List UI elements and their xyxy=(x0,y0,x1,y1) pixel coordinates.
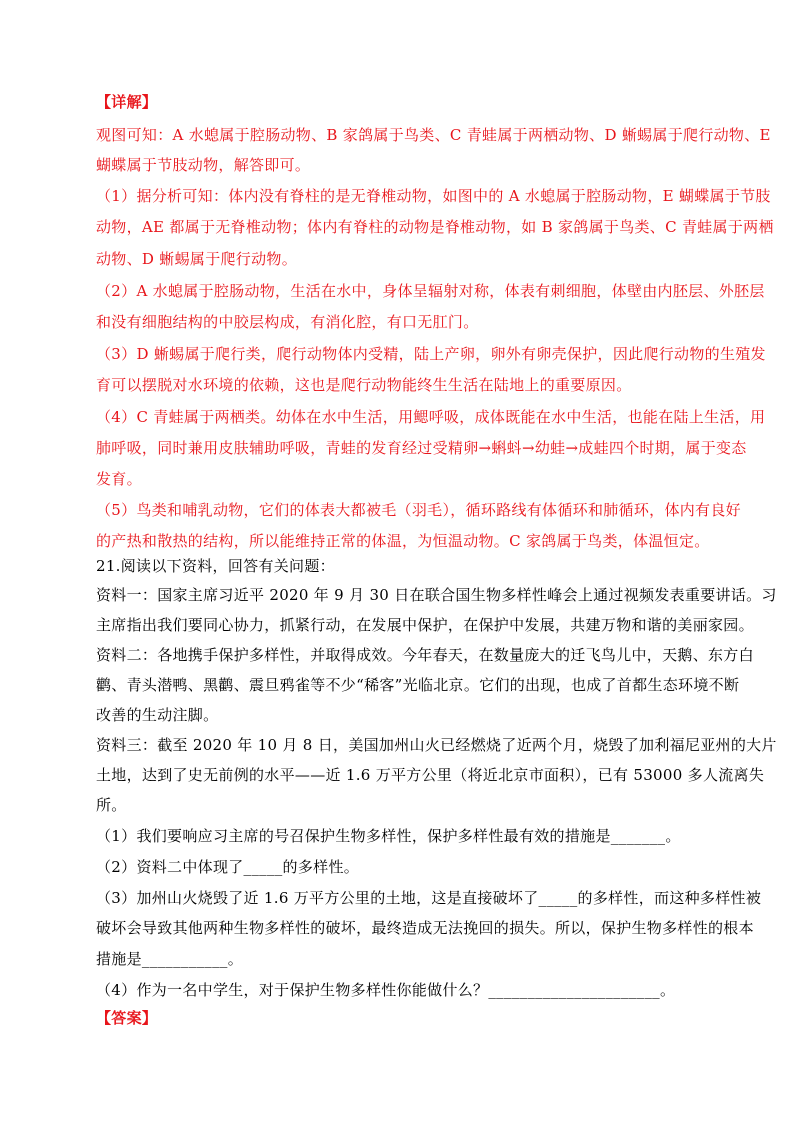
explanation-line: 蝴蝶属于节肢动物，解答即可。 xyxy=(96,156,311,174)
question-line: 鹳、青头潜鸭、黑鹳、震旦鸦雀等不少“稀客”光临北京。它们的出现，也成了首都生态环境不断 xyxy=(96,676,740,694)
explanation-line: 育可以摆脱对水环境的依赖，这也是爬行动物能终生生活在陆地上的重要原因。 xyxy=(96,376,632,394)
question-line: 土地，达到了史无前例的水平——近 1.6 万平方公里（将近北京市面积），已有 53000 多人流离失 xyxy=(96,766,765,784)
question-line: 所。 xyxy=(96,796,127,814)
explanation-line: 观图可知：A 水螅属于腔肠动物、B 家鸽属于鸟类、C 青蛙属于两栖动物、D 蜥蜴属于爬行动物、E xyxy=(96,126,771,144)
question-line: 破坏会导致其他两种生物多样性的破坏，最终造成无法挽回的损失。所以，保护生物多样性的根本 xyxy=(96,919,754,937)
question-item-1: （1）我们要响应习主席的号召保护生物多样性，保护多样性最有效的措施是_______。 xyxy=(96,827,681,845)
question-item-2: （2）资料二中体现了_____的多样性。 xyxy=(96,858,360,876)
explanation-line: 动物，AE 都属于无脊椎动物；体内有脊柱的动物是脊椎动物，如 B 家鸽属于鸟类、C 青蛙属于两栖 xyxy=(96,218,774,236)
explanation-line: （3）D 蜥蜴属于爬行类，爬行动物体内受精，陆上产卵，卵外有卵壳保护，因此爬行动物的生殖发 xyxy=(96,345,766,363)
explanation-line: （1）据分析可知：体内没有脊柱的是无脊椎动物，如图中的 A 水螅属于腔肠动物，E 蝴蝶属于节肢 xyxy=(96,187,771,205)
question-item-4: （4）作为一名中学生，对于保护生物多样性你能做什么？______________________。 xyxy=(96,981,676,999)
explanation-line: （4）C 青蛙属于两栖类。幼体在水中生活，用鳃呼吸，成体既能在水中生活，也能在陆上生活，用 xyxy=(96,408,766,426)
answer-heading: 【答案】 xyxy=(96,1009,158,1027)
question-line: 主席指出我们要同心协力，抓紧行动，在发展中保护，在保护中发展，共建万物和谐的美丽家园。 xyxy=(96,616,754,634)
question-title: 21.阅读以下资料，回答有关问题： xyxy=(96,557,335,575)
explanation-heading: 【详解】 xyxy=(96,93,158,111)
question-line: 资料一：国家主席习近平 2020 年 9 月 30 日在联合国生物多样性峰会上通过视频发表重要讲话。习 xyxy=(96,586,777,604)
question-line: 资料二：各地携手保护多样性，并取得成效。今年春天，在数量庞大的迁飞鸟儿中，天鹅、东方白 xyxy=(96,646,754,664)
question-line: 资料三：截至 2020 年 10 月 8 日，美国加州山火已经燃烧了近两个月，烧毁了加利福尼亚州的大片 xyxy=(96,736,777,754)
question-line: 措施是___________。 xyxy=(96,950,244,968)
explanation-line: 动物、D 蜥蜴属于爬行动物。 xyxy=(96,250,297,268)
explanation-line: 和没有细胞结构的中胶层构成，有消化腔，有口无肛门。 xyxy=(96,313,479,331)
explanation-line: 肺呼吸，同时兼用皮肤辅助呼吸，青蛙的发育经过受精卵→蝌蚪→幼蛙→成蛙四个时期，属于变态 xyxy=(96,439,747,457)
explanation-line: （2）A 水螅属于腔肠动物，生活在水中，身体呈辐射对称，体表有刺细胞，体壁由内胚层、外胚层 xyxy=(96,282,765,300)
explanation-line: 发育。 xyxy=(96,470,142,488)
explanation-line: 的产热和散热的结构，所以能维持正常的体温，为恒温动物。C 家鸽属于鸟类，体温恒定。 xyxy=(96,532,710,550)
explanation-line: （5）鸟类和哺乳动物，它们的体表大都被毛（羽毛），循环路线有体循环和肺循环，体内有良好 xyxy=(96,501,741,519)
question-item-3: （3）加州山火烧毁了近 1.6 万平方公里的土地，这是直接破坏了_____的多样性，而这种多样性被 xyxy=(96,889,762,907)
question-line: 改善的生动注脚。 xyxy=(96,706,219,724)
